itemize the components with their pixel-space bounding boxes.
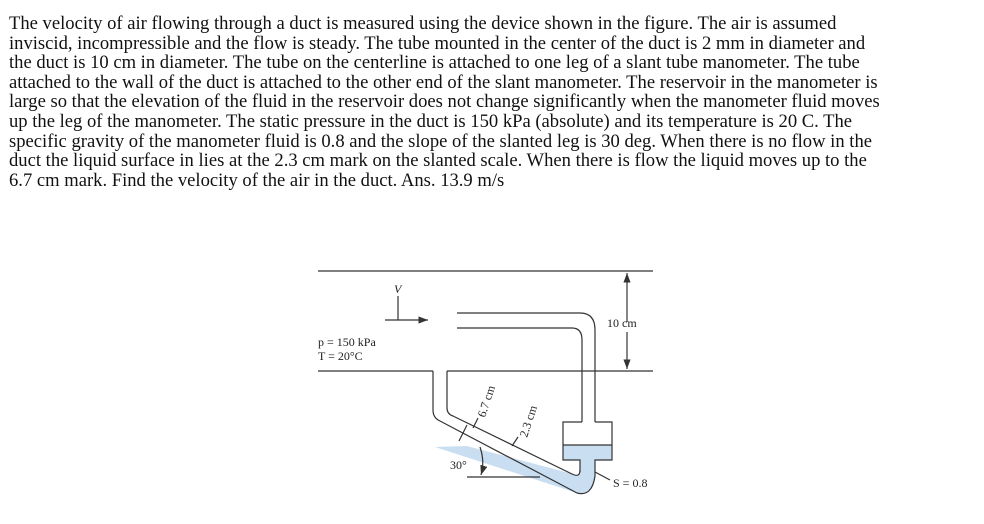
temperature-label: T = 20°C bbox=[318, 349, 363, 363]
problem-line: up the leg of the manometer. The static pressure in the duct is 150 kPa (absolute) and its temperature is 20 C. The bbox=[9, 110, 853, 132]
problem-line: 6.7 cm mark. Find the velocity of the air in the duct. Ans. 13.9 m/s bbox=[9, 169, 505, 191]
angle-label: 30° bbox=[450, 458, 467, 472]
mark-low-leader bbox=[512, 437, 518, 446]
specific-gravity-label: S = 0.8 bbox=[613, 476, 648, 490]
fluid-meniscus bbox=[459, 425, 467, 441]
mark-high-label: 6.7 cm bbox=[474, 383, 498, 419]
problem-line: duct the liquid surface in lies at the 2.3 cm mark on the slanted scale. When there is flow the liquid moves up to the bbox=[9, 150, 867, 172]
problem-line: specific gravity of the manometer fluid is 0.8 and the slope of the slanted leg is 30 deg. When there is no flow in the bbox=[9, 130, 873, 152]
diameter-label: 10 cm bbox=[607, 316, 637, 330]
pressure-label: p = 150 kPa bbox=[318, 335, 376, 349]
problem-line: the duct is 10 cm in diameter. The tube on the centerline is attached to one leg of a slant tube manometer. The tube bbox=[9, 52, 860, 74]
problem-line: The velocity of air flowing through a duct is measured using the device shown in the figure. The air is assumed bbox=[9, 13, 837, 34]
problem-line: large so that the elevation of the fluid in the reservoir does not change significantly when the manometer fluid moves bbox=[9, 91, 880, 113]
problem-line: attached to the wall of the duct is attached to the other end of the slant manometer. The reservoir in the manometer is bbox=[9, 71, 878, 93]
mark-low-label: 2.3 cm bbox=[516, 403, 540, 439]
velocity-label: V bbox=[394, 282, 402, 296]
problem-line: inviscid, incompressible and the flow is steady. The tube mounted in the center of the duct is 2 mm in diameter and bbox=[9, 32, 866, 54]
specific-gravity-leader bbox=[595, 472, 610, 480]
